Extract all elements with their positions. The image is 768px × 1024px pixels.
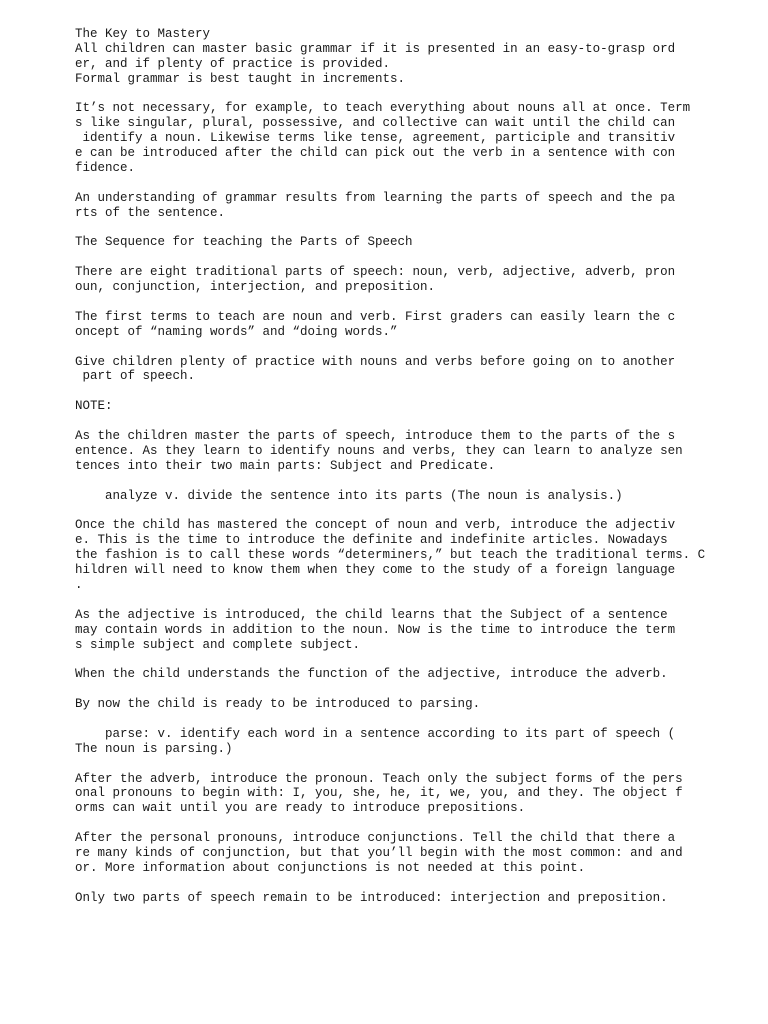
paragraph-pronoun bbox=[75, 772, 755, 817]
paragraph-parsing bbox=[75, 697, 755, 712]
paragraph-first-terms bbox=[75, 310, 755, 340]
paragraph-adjective bbox=[75, 518, 755, 592]
text-line: The Key to Mastery bbox=[75, 27, 211, 41]
text-line: There are eight traditional parts of speech: noun, verb, adjective, adverb, pron bbox=[75, 265, 676, 280]
paragraph-adverb bbox=[75, 667, 755, 682]
text-line: e can be introduced after the child can pick out the verb in a sentence with con bbox=[75, 146, 676, 161]
text-line: s simple subject and complete subject. bbox=[75, 637, 361, 652]
text-line: Give children plenty of practice with nouns and verbs before going on to another bbox=[75, 354, 676, 369]
paragraph-subject bbox=[75, 608, 755, 653]
text-line: s like singular, plural, possessive, and collective can wait until the child can bbox=[75, 116, 676, 131]
text-line: oncept of “naming words” and “doing words.” bbox=[75, 324, 398, 339]
document-body bbox=[75, 27, 755, 920]
text-line: Only two parts of speech remain to be introduced: interjection and preposition. bbox=[75, 890, 668, 905]
text-line: It’s not necessary, for example, to teach everything about nouns all at once. Term bbox=[75, 101, 691, 116]
text-line: As the adjective is introduced, the child learns that the Subject of a sentence bbox=[75, 607, 668, 622]
text-line: The first terms to teach are noun and verb. First graders can easily learn the c bbox=[75, 309, 676, 324]
text-line: re many kinds of conjunction, but that you’ll begin with the most common: and and bbox=[75, 845, 683, 860]
paragraph-remaining bbox=[75, 891, 755, 906]
text-line: hildren will need to know them when they come to the study of a foreign language bbox=[75, 563, 676, 578]
text-line: After the adverb, introduce the pronoun. Teach only the subject forms of the pers bbox=[75, 771, 683, 786]
paragraph-eight-parts bbox=[75, 265, 755, 295]
text-line: . bbox=[75, 577, 83, 592]
note-label bbox=[75, 399, 755, 414]
text-line: orms can wait until you are ready to introduce prepositions. bbox=[75, 801, 526, 816]
text-line: identify a noun. Likewise terms like tense, agreement, participle and transitiv bbox=[75, 131, 676, 146]
text-line: As the children master the parts of speech, introduce them to the parts of the s bbox=[75, 429, 676, 444]
text-line: entence. As they learn to identify nouns and verbs, they can learn to analyze sen bbox=[75, 443, 683, 458]
text-line: analyze v. divide the sentence into its parts (The noun is analysis.) bbox=[75, 488, 623, 503]
text-line: part of speech. bbox=[75, 369, 196, 384]
paragraph-practice bbox=[75, 355, 755, 385]
text-line: parse: v. identify each word in a sentence according to its part of speech ( bbox=[75, 726, 676, 741]
text-line: The Sequence for teaching the Parts of Speech bbox=[75, 235, 413, 250]
heading-sequence bbox=[75, 235, 755, 250]
text-line: may contain words in addition to the noun. Now is the time to introduce the term bbox=[75, 622, 676, 637]
paragraph-conjunctions bbox=[75, 831, 755, 876]
text-line: The noun is parsing.) bbox=[75, 741, 233, 756]
definition-parse bbox=[75, 727, 755, 757]
title-block bbox=[75, 27, 755, 87]
text-line: er, and if plenty of practice is provided. bbox=[75, 56, 391, 71]
text-line: fidence. bbox=[75, 161, 136, 176]
text-line: tences into their two main parts: Subject and Predicate. bbox=[75, 458, 496, 473]
text-line: NOTE: bbox=[75, 399, 113, 414]
text-line: By now the child is ready to be introduced to parsing. bbox=[75, 697, 481, 712]
text-line: e. This is the time to introduce the definite and indefinite articles. Nowadays bbox=[75, 533, 668, 548]
paragraph-master-parts bbox=[75, 429, 755, 474]
text-line: onal pronouns to begin with: I, you, she, he, it, we, you, and they. The object f bbox=[75, 786, 683, 801]
text-line: Formal grammar is best taught in increments. bbox=[75, 71, 406, 86]
text-line: All children can master basic grammar if it is presented in an easy-to-grasp ord bbox=[75, 41, 676, 56]
text-line: An understanding of grammar results from learning the parts of speech and the pa bbox=[75, 190, 676, 205]
text-line: or. More information about conjunctions is not needed at this point. bbox=[75, 860, 586, 875]
definition-analyze bbox=[75, 489, 755, 504]
paragraph-nouns-at-once bbox=[75, 101, 755, 175]
text-line: After the personal pronouns, introduce conjunctions. Tell the child that there a bbox=[75, 831, 676, 846]
text-line: When the child understands the function of the adjective, introduce the adverb. bbox=[75, 667, 668, 682]
paragraph-understanding bbox=[75, 191, 755, 221]
text-line: the fashion is to call these words “determiners,” but teach the traditional terms. C bbox=[75, 548, 706, 563]
text-line: oun, conjunction, interjection, and preposition. bbox=[75, 280, 436, 295]
text-line: Once the child has mastered the concept of noun and verb, introduce the adjectiv bbox=[75, 518, 676, 533]
text-line: rts of the sentence. bbox=[75, 205, 226, 220]
